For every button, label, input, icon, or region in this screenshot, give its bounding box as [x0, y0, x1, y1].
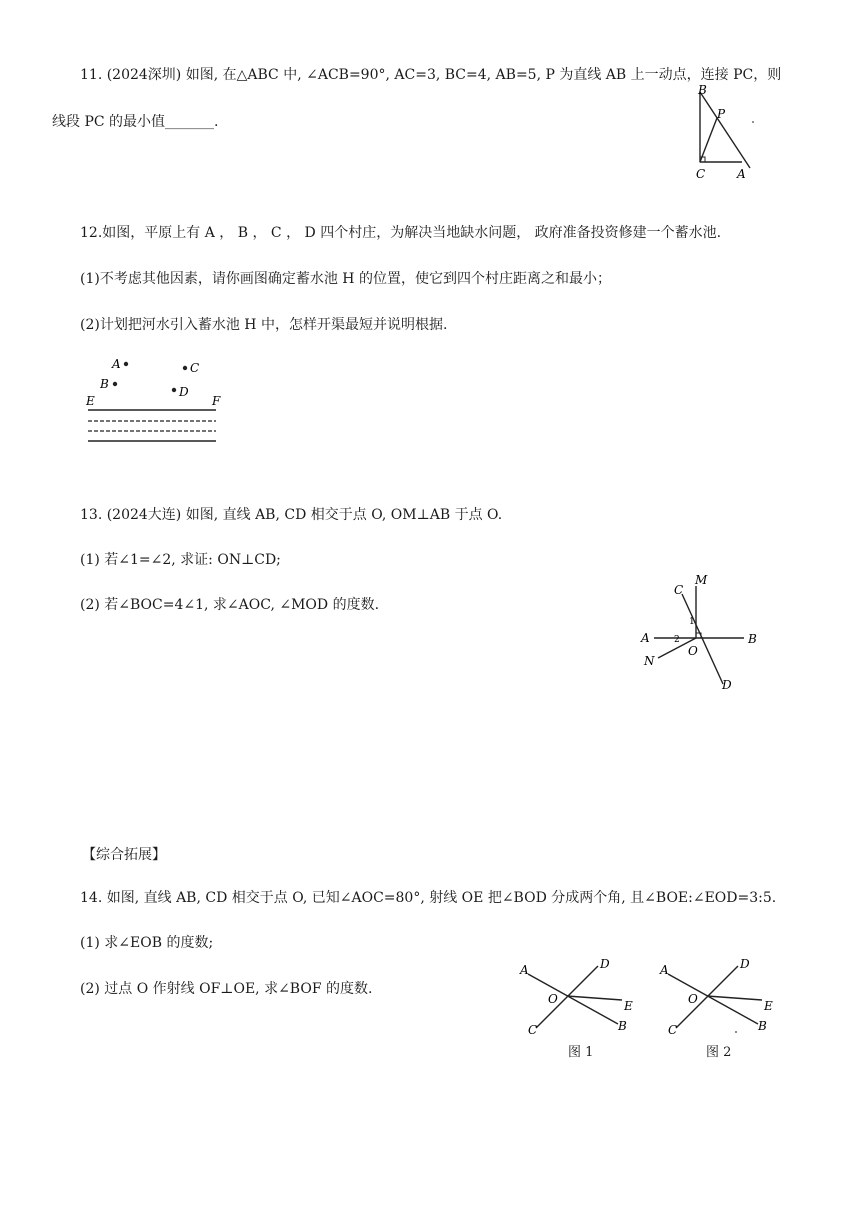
q12-part1: (1)不考虑其他因素，请你画图确定蓄水池 H 的位置，使它到四个村庄距离之和最小；: [80, 271, 611, 287]
label-o: O: [688, 644, 698, 658]
label-e: E: [86, 394, 95, 408]
label-p: P: [717, 107, 726, 121]
label-o: O: [688, 992, 698, 1006]
q14-figure-1: [512, 954, 642, 1034]
q14-intro: 14. 如图, 直线 AB, CD 相交于点 O, 已知∠AOC=80°, 射线 OE 把∠BOD 分成两个角, 且∠BOE:∠EOD=3:5.: [80, 890, 777, 906]
label-c: C: [668, 1023, 678, 1034]
q12-part2: (2)计划把河水引入蓄水池 H 中，怎样开渠最短并说明根据.: [80, 317, 448, 333]
label-d: D: [179, 385, 189, 399]
label-d: D: [722, 678, 732, 692]
label-b: B: [698, 83, 707, 97]
q11-text-line2: 线段 PC 的最小值_______.: [52, 114, 219, 130]
stray-dot: [752, 121, 754, 123]
label-e: E: [764, 999, 773, 1013]
ray-oe: [707, 996, 762, 1000]
label-a: A: [737, 167, 746, 181]
q12-intro: 12.如图，平原上有 A ， B ， C ， D 四个村庄，为解决当地缺水问题， 政府准备投资修建一个蓄水池.: [80, 225, 722, 241]
q13-intersecting-lines-figure: [638, 572, 766, 692]
label-a: A: [641, 631, 650, 645]
label-n: N: [644, 654, 655, 668]
label-o: O: [548, 992, 558, 1006]
label-c: C: [528, 1023, 538, 1034]
village-a-dot: [124, 362, 128, 366]
q14-part1: (1) 求∠EOB 的度数;: [80, 935, 214, 951]
q14-figure-2: [652, 954, 782, 1034]
side-ab: [700, 92, 750, 168]
label-c: C: [674, 583, 684, 597]
segment-pc: [700, 118, 717, 162]
village-b-dot: [113, 382, 117, 386]
village-d-dot: [172, 388, 176, 392]
label-a: A: [520, 963, 529, 977]
q11-text-line1: 11. (2024深圳) 如图, 在△ABC 中, ∠ACB=90°, AC=3, BC=4, AB=5, P 为直线 AB 上一动点，连接 PC，则: [80, 67, 782, 83]
label-c: C: [190, 361, 200, 375]
q12-village-river-figure: [84, 352, 224, 447]
q14-figure-2-caption: 图 2: [706, 1045, 732, 1060]
q14-figure-1-caption: 图 1: [568, 1045, 594, 1060]
q13-intro: 13. (2024大连) 如图, 直线 AB, CD 相交于点 O, OM⊥AB 于点 O.: [80, 507, 503, 523]
q11-triangle-figure: [690, 80, 770, 185]
label-b: B: [618, 1019, 627, 1033]
label-f: F: [212, 394, 221, 408]
q14-part2: (2) 过点 O 作射线 OF⊥OE, 求∠BOF 的度数.: [80, 981, 373, 997]
village-c-dot: [183, 366, 187, 370]
line-cd: [682, 594, 723, 684]
label-m: M: [695, 573, 708, 587]
label-b: B: [758, 1019, 767, 1033]
angle-label-2: 2: [674, 635, 680, 645]
label-d: D: [600, 957, 610, 971]
label-d: D: [740, 957, 750, 971]
label-b: B: [748, 632, 757, 646]
stray-mark: [735, 1031, 737, 1033]
label-b: B: [100, 377, 109, 391]
section-heading-comprehensive: 【综合拓展】: [82, 847, 166, 863]
q13-part1: (1) 若∠1=∠2, 求证: ON⊥CD;: [80, 552, 281, 568]
angle-label-1: 1: [689, 617, 695, 627]
label-e: E: [624, 999, 633, 1013]
label-c: C: [696, 167, 706, 181]
label-a: A: [112, 357, 121, 371]
ray-oe: [567, 996, 622, 1000]
label-a: A: [660, 963, 669, 977]
q13-part2: (2) 若∠BOC=4∠1, 求∠AOC, ∠MOD 的度数.: [80, 597, 380, 613]
